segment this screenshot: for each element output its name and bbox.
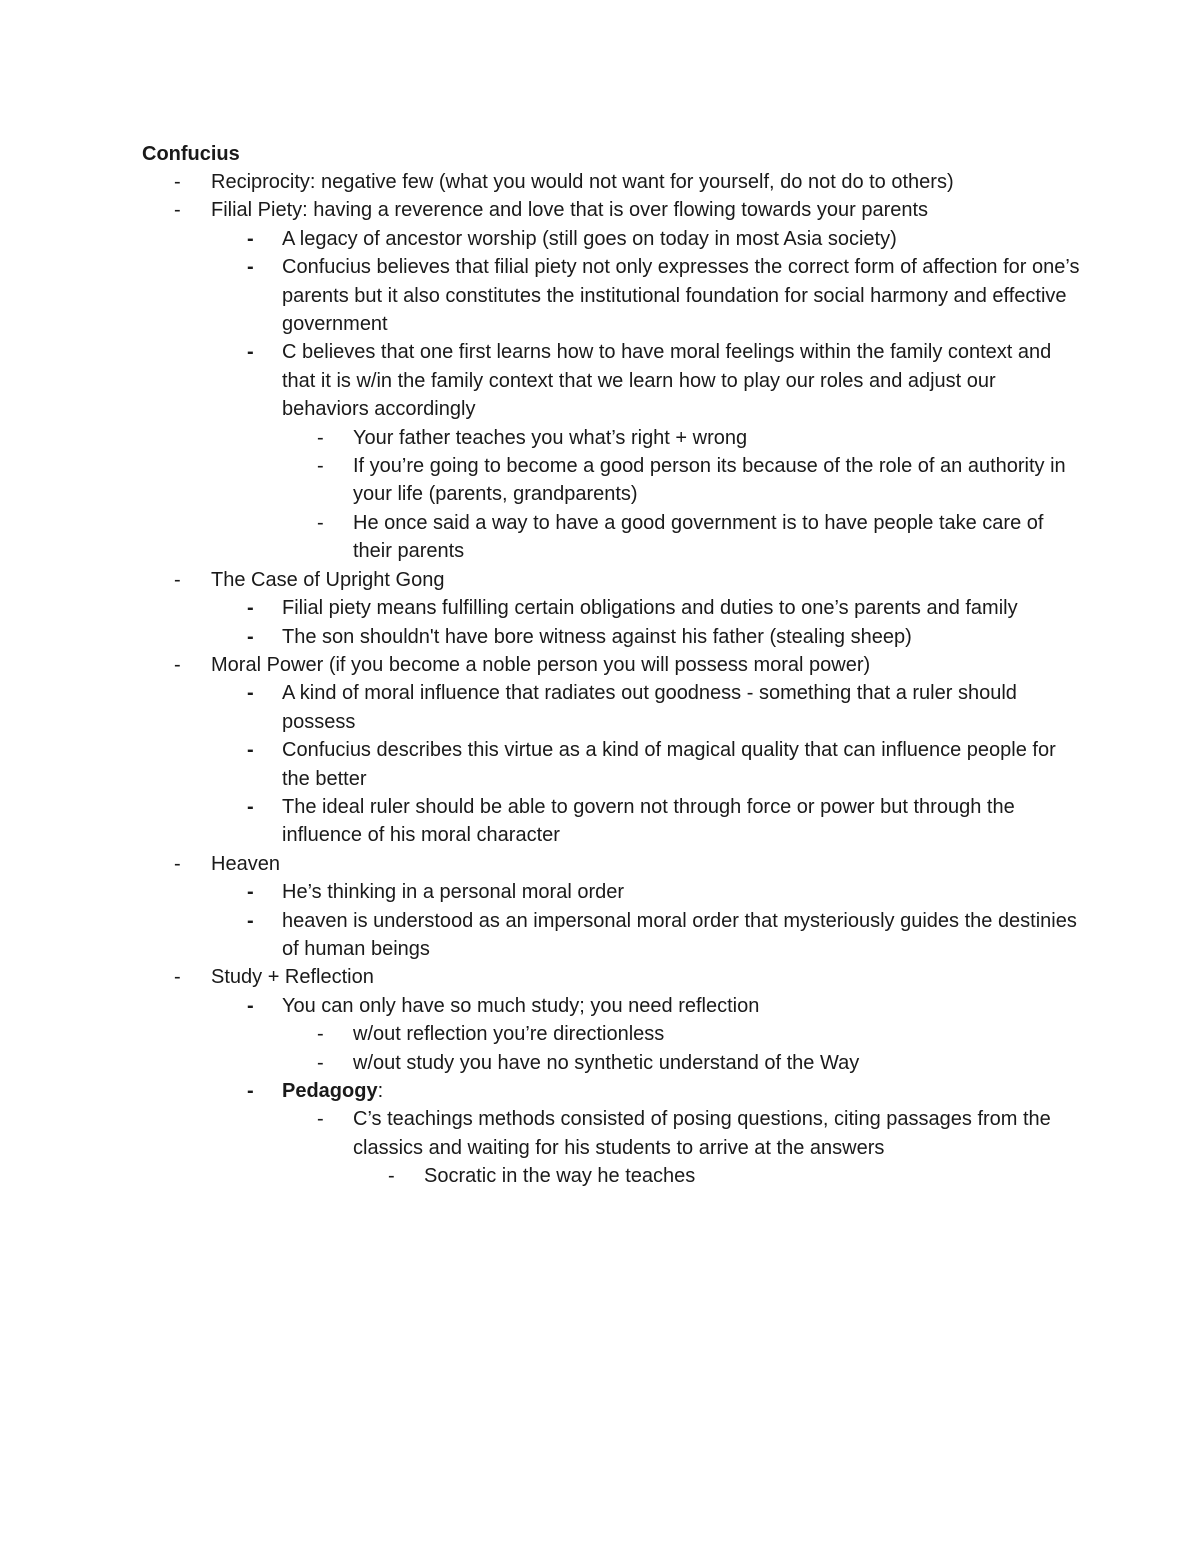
outline-item-level-2	[211, 338, 1082, 565]
outline-item-level-3	[282, 1049, 1082, 1077]
outline-item-level-2	[211, 594, 1082, 622]
outline-item-text: He once said a way to have a good government is to have people take care of their parents	[353, 511, 1044, 563]
bullet-dash: -	[247, 597, 254, 620]
bullet-dash: -	[247, 227, 254, 250]
outline-sublist-level-2	[211, 594, 1082, 651]
outline-item-level-1	[142, 651, 1082, 850]
outline-item-level-3	[282, 424, 1082, 452]
outline-item-level-2	[211, 1077, 1082, 1191]
outline-item-bold-text: Pedagogy	[282, 1080, 378, 1102]
outline-item-level-3	[282, 452, 1082, 509]
outline-sublist-level-4	[353, 1162, 1082, 1190]
outline-item-level-3	[282, 1020, 1082, 1048]
outline-item-level-3	[282, 509, 1082, 566]
bullet-dash: -	[174, 653, 181, 676]
outline-item-text: Filial Piety: having a reverence and love that is over flowing towards your parents	[211, 199, 929, 222]
bullet-dash: -	[247, 682, 254, 705]
outline-item-text: Filial piety means fulfilling certain obligations and duties to one’s parents and family	[282, 597, 1018, 620]
outline-item-level-2	[211, 253, 1082, 338]
bullet-dash: -	[174, 852, 181, 875]
bullet-dash: -	[174, 199, 181, 222]
outline-item-level-1	[142, 850, 1082, 964]
outline-item-level-2	[211, 793, 1082, 850]
outline-item-text: Moral Power (if you become a noble person you will possess moral power)	[211, 653, 871, 676]
outline-item-text: C believes that one first learns how to have moral feelings within the family context and that it is w/in the family context that we learn how to play our roles and adjust our behaviors accordingly	[282, 341, 1052, 421]
document-title: Confucius	[142, 143, 240, 165]
outline-item-level-1	[142, 566, 1082, 651]
outline-item-text: Socratic in the way he teaches	[424, 1165, 696, 1188]
bullet-dash: -	[174, 966, 181, 989]
bullet-dash: -	[247, 739, 254, 762]
outline-item-level-2	[211, 225, 1082, 253]
bullet-dash: -	[317, 1051, 324, 1074]
bullet-dash: -	[247, 1080, 254, 1102]
outline-item-level-2	[211, 736, 1082, 793]
outline-item-level-3	[282, 1105, 1082, 1190]
document-page	[142, 140, 1082, 1191]
outline-item-text: C’s teachings methods consisted of posing questions, citing passages from the classics and waiting for his students to arrive at the answers	[353, 1108, 1051, 1159]
bullet-dash: -	[247, 795, 254, 818]
outline-item-text: Confucius believes that filial piety not only expresses the correct form of affection for one’s parents but it also constitutes the institutional foundation for social harmony and effective government	[282, 256, 1080, 336]
outline-item-text: You can only have so much study; you need reflection	[282, 994, 760, 1017]
outline-item-text: The ideal ruler should be able to govern not through force or power but through the influence of his moral character	[282, 795, 1015, 847]
outline-item-level-2	[211, 679, 1082, 736]
outline-item-level-2	[211, 992, 1082, 1077]
outline-item-level-1	[142, 168, 1082, 196]
outline-item-text: If you’re going to become a good person its because of the role of an authority in your life (parents, grandparents)	[353, 455, 1066, 506]
outline-item-text: Your father teaches you what’s right + wrong	[353, 426, 748, 449]
outline-item-level-2	[211, 623, 1082, 651]
outline-item-text: The son shouldn't have bore witness against his father (stealing sheep)	[282, 625, 912, 648]
bullet-dash: -	[317, 455, 324, 478]
outline-item-text: w/out reflection you’re directionless	[353, 1023, 665, 1046]
outline-item-level-2	[211, 878, 1082, 906]
bullet-dash: -	[317, 511, 324, 534]
bullet-dash: -	[174, 568, 181, 591]
outline-item-text: A legacy of ancestor worship (still goes on today in most Asia society)	[282, 227, 897, 250]
outline-item-text: heaven is understood as an impersonal moral order that mysteriously guides the destinies of human beings	[282, 909, 1077, 960]
outline-item-text: :	[377, 1080, 384, 1102]
outline-item-text: A kind of moral influence that radiates out goodness - something that a ruler should possess	[282, 682, 1017, 733]
bullet-dash: -	[317, 426, 324, 449]
outline-item-level-1	[142, 196, 1082, 565]
outline-item-text: Heaven	[211, 852, 280, 875]
outline-sublist-level-3	[282, 1020, 1082, 1077]
outline-sublist-level-2	[211, 225, 1082, 566]
bullet-dash: -	[317, 1108, 324, 1131]
outline-item-text: Reciprocity: negative few (what you would not want for yourself, do not do to others)	[211, 171, 954, 193]
outline-sublist-level-3	[282, 424, 1082, 566]
bullet-dash: -	[247, 909, 254, 932]
bullet-dash: -	[317, 1023, 324, 1046]
outline-item-text: The Case of Upright Gong	[211, 568, 445, 591]
outline-item-text: w/out study you have no synthetic understand of the Way	[353, 1051, 860, 1074]
outline-sublist-level-2	[211, 679, 1082, 849]
bullet-dash: -	[247, 341, 254, 364]
outline-list	[142, 168, 1082, 1191]
outline-sublist-level-2	[211, 992, 1082, 1191]
bullet-dash: -	[247, 994, 254, 1017]
outline-item-text: Confucius describes this virtue as a kind of magical quality that can influence people for the better	[282, 739, 1056, 790]
outline-item-level-1	[142, 963, 1082, 1190]
outline-item-text: Study + Reflection	[211, 966, 374, 989]
outline-sublist-level-2	[211, 878, 1082, 963]
outline-item-text: He’s thinking in a personal moral order	[282, 881, 625, 904]
outline-sublist-level-3	[282, 1105, 1082, 1190]
bullet-dash: -	[247, 625, 254, 648]
bullet-dash: -	[174, 171, 181, 193]
bullet-dash: -	[247, 256, 254, 279]
bullet-dash: -	[388, 1165, 395, 1188]
outline-item-level-2	[211, 907, 1082, 964]
bullet-dash: -	[247, 881, 254, 904]
outline-item-level-4	[353, 1162, 1082, 1190]
